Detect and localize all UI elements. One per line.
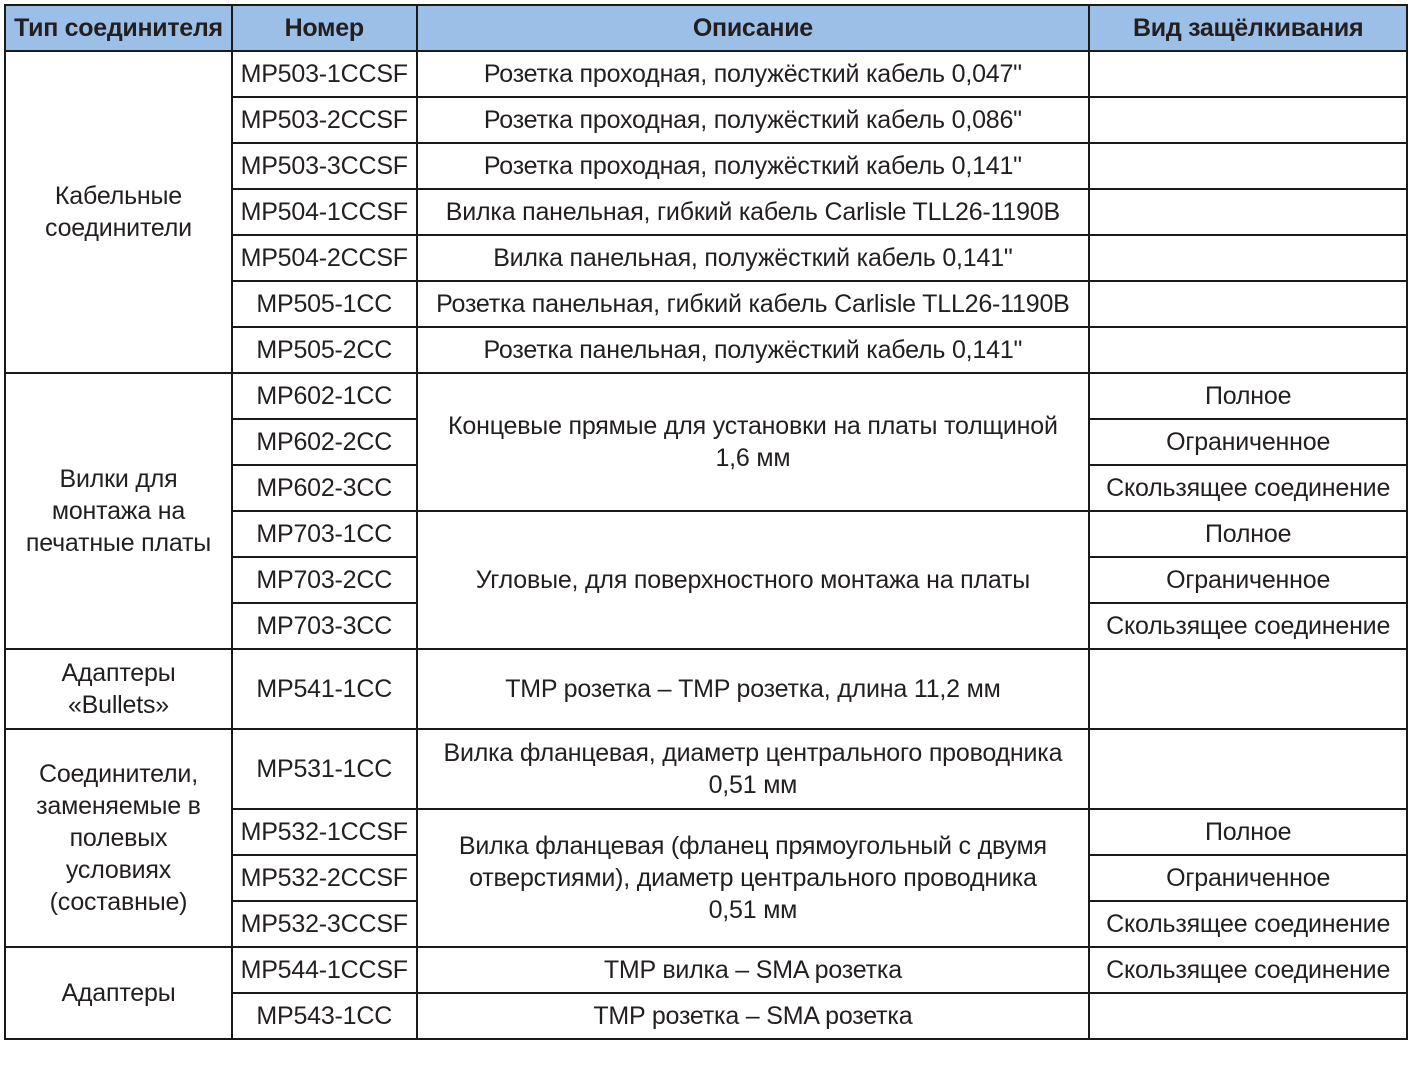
part-number: MP503-3CCSF <box>232 143 417 189</box>
part-number: MP602-2CC <box>232 419 417 465</box>
table-row <box>5 51 1407 97</box>
part-number: MP503-1CCSF <box>232 51 417 97</box>
latch-type: Полное <box>1089 511 1407 557</box>
part-description: TMP розетка – SMA розетка <box>417 993 1090 1039</box>
part-number: MP602-1CC <box>232 373 417 419</box>
part-description: Вилка фланцевая, диаметр центрального проводника 0,51 мм <box>417 729 1090 809</box>
latch-type <box>1089 281 1407 327</box>
header-description: Описание <box>417 5 1090 51</box>
part-description: Розетка проходная, полужёсткий кабель 0,047" <box>417 51 1090 97</box>
part-description: Вилка панельная, полужёсткий кабель 0,141" <box>417 235 1090 281</box>
part-description: Вилка панельная, гибкий кабель Carlisle TLL26-1190B <box>417 189 1090 235</box>
part-description: TMP розетка – TMP розетка, длина 11,2 мм <box>417 649 1090 729</box>
latch-type <box>1089 235 1407 281</box>
latch-type <box>1089 97 1407 143</box>
latch-type: Скользящее соединение <box>1089 465 1407 511</box>
group-bullets: Адаптеры «Bullets» <box>5 649 232 729</box>
latch-type: Ограниченное <box>1089 855 1407 901</box>
part-description: Розетка панельная, полужёсткий кабель 0,141" <box>417 327 1090 373</box>
part-description: Угловые, для поверхностного монтажа на платы <box>417 511 1090 649</box>
table-row <box>5 373 1407 419</box>
latch-type <box>1089 327 1407 373</box>
group-pcb: Вилки для монтажа на печатные платы <box>5 373 232 649</box>
part-number: MP504-1CCSF <box>232 189 417 235</box>
header-number: Номер <box>232 5 417 51</box>
part-description: Розетка панельная, гибкий кабель Carlisle TLL26-1190B <box>417 281 1090 327</box>
group-field: Соединители, заменяемые в полевых условиях (составные) <box>5 729 232 947</box>
header-row <box>5 5 1407 51</box>
latch-type <box>1089 993 1407 1039</box>
part-number: MP505-1CC <box>232 281 417 327</box>
part-number: MP504-2CCSF <box>232 235 417 281</box>
part-number: MP543-1CC <box>232 993 417 1039</box>
group-cable: Кабельные соединители <box>5 51 232 373</box>
table-row <box>5 649 1407 729</box>
latch-type <box>1089 729 1407 809</box>
latch-type: Скользящее соединение <box>1089 901 1407 947</box>
part-description: Концевые прямые для установки на платы толщиной 1,6 мм <box>417 373 1090 511</box>
latch-type <box>1089 649 1407 729</box>
part-number: MP503-2CCSF <box>232 97 417 143</box>
latch-type: Ограниченное <box>1089 419 1407 465</box>
group-adapters: Адаптеры <box>5 947 232 1039</box>
latch-type: Полное <box>1089 373 1407 419</box>
latch-type <box>1089 143 1407 189</box>
latch-type <box>1089 189 1407 235</box>
connector-table <box>4 4 1408 1040</box>
part-number: MP544-1CCSF <box>232 947 417 993</box>
part-number: MP703-2CC <box>232 557 417 603</box>
latch-type: Полное <box>1089 809 1407 855</box>
part-description: Розетка проходная, полужёсткий кабель 0,141" <box>417 143 1090 189</box>
latch-type: Ограниченное <box>1089 557 1407 603</box>
part-description: Вилка фланцевая (фланец прямоугольный с двумя отверстиями), диаметр центрального проводника 0,51 мм <box>417 809 1090 947</box>
part-description: Розетка проходная, полужёсткий кабель 0,086" <box>417 97 1090 143</box>
part-description: TMP вилка – SMA розетка <box>417 947 1090 993</box>
part-number: MP703-1CC <box>232 511 417 557</box>
table-row <box>5 947 1407 993</box>
part-number: MP541-1CC <box>232 649 417 729</box>
part-number: MP532-2CCSF <box>232 855 417 901</box>
latch-type: Скользящее соединение <box>1089 603 1407 649</box>
part-number: MP505-2CC <box>232 327 417 373</box>
part-number: MP703-3CC <box>232 603 417 649</box>
part-number: MP532-1CCSF <box>232 809 417 855</box>
header-type: Тип соединителя <box>5 5 232 51</box>
header-latch: Вид защёлкивания <box>1089 5 1407 51</box>
part-number: MP532-3CCSF <box>232 901 417 947</box>
latch-type: Скользящее соединение <box>1089 947 1407 993</box>
part-number: MP602-3CC <box>232 465 417 511</box>
table-row <box>5 729 1407 809</box>
part-number: MP531-1CC <box>232 729 417 809</box>
latch-type <box>1089 51 1407 97</box>
